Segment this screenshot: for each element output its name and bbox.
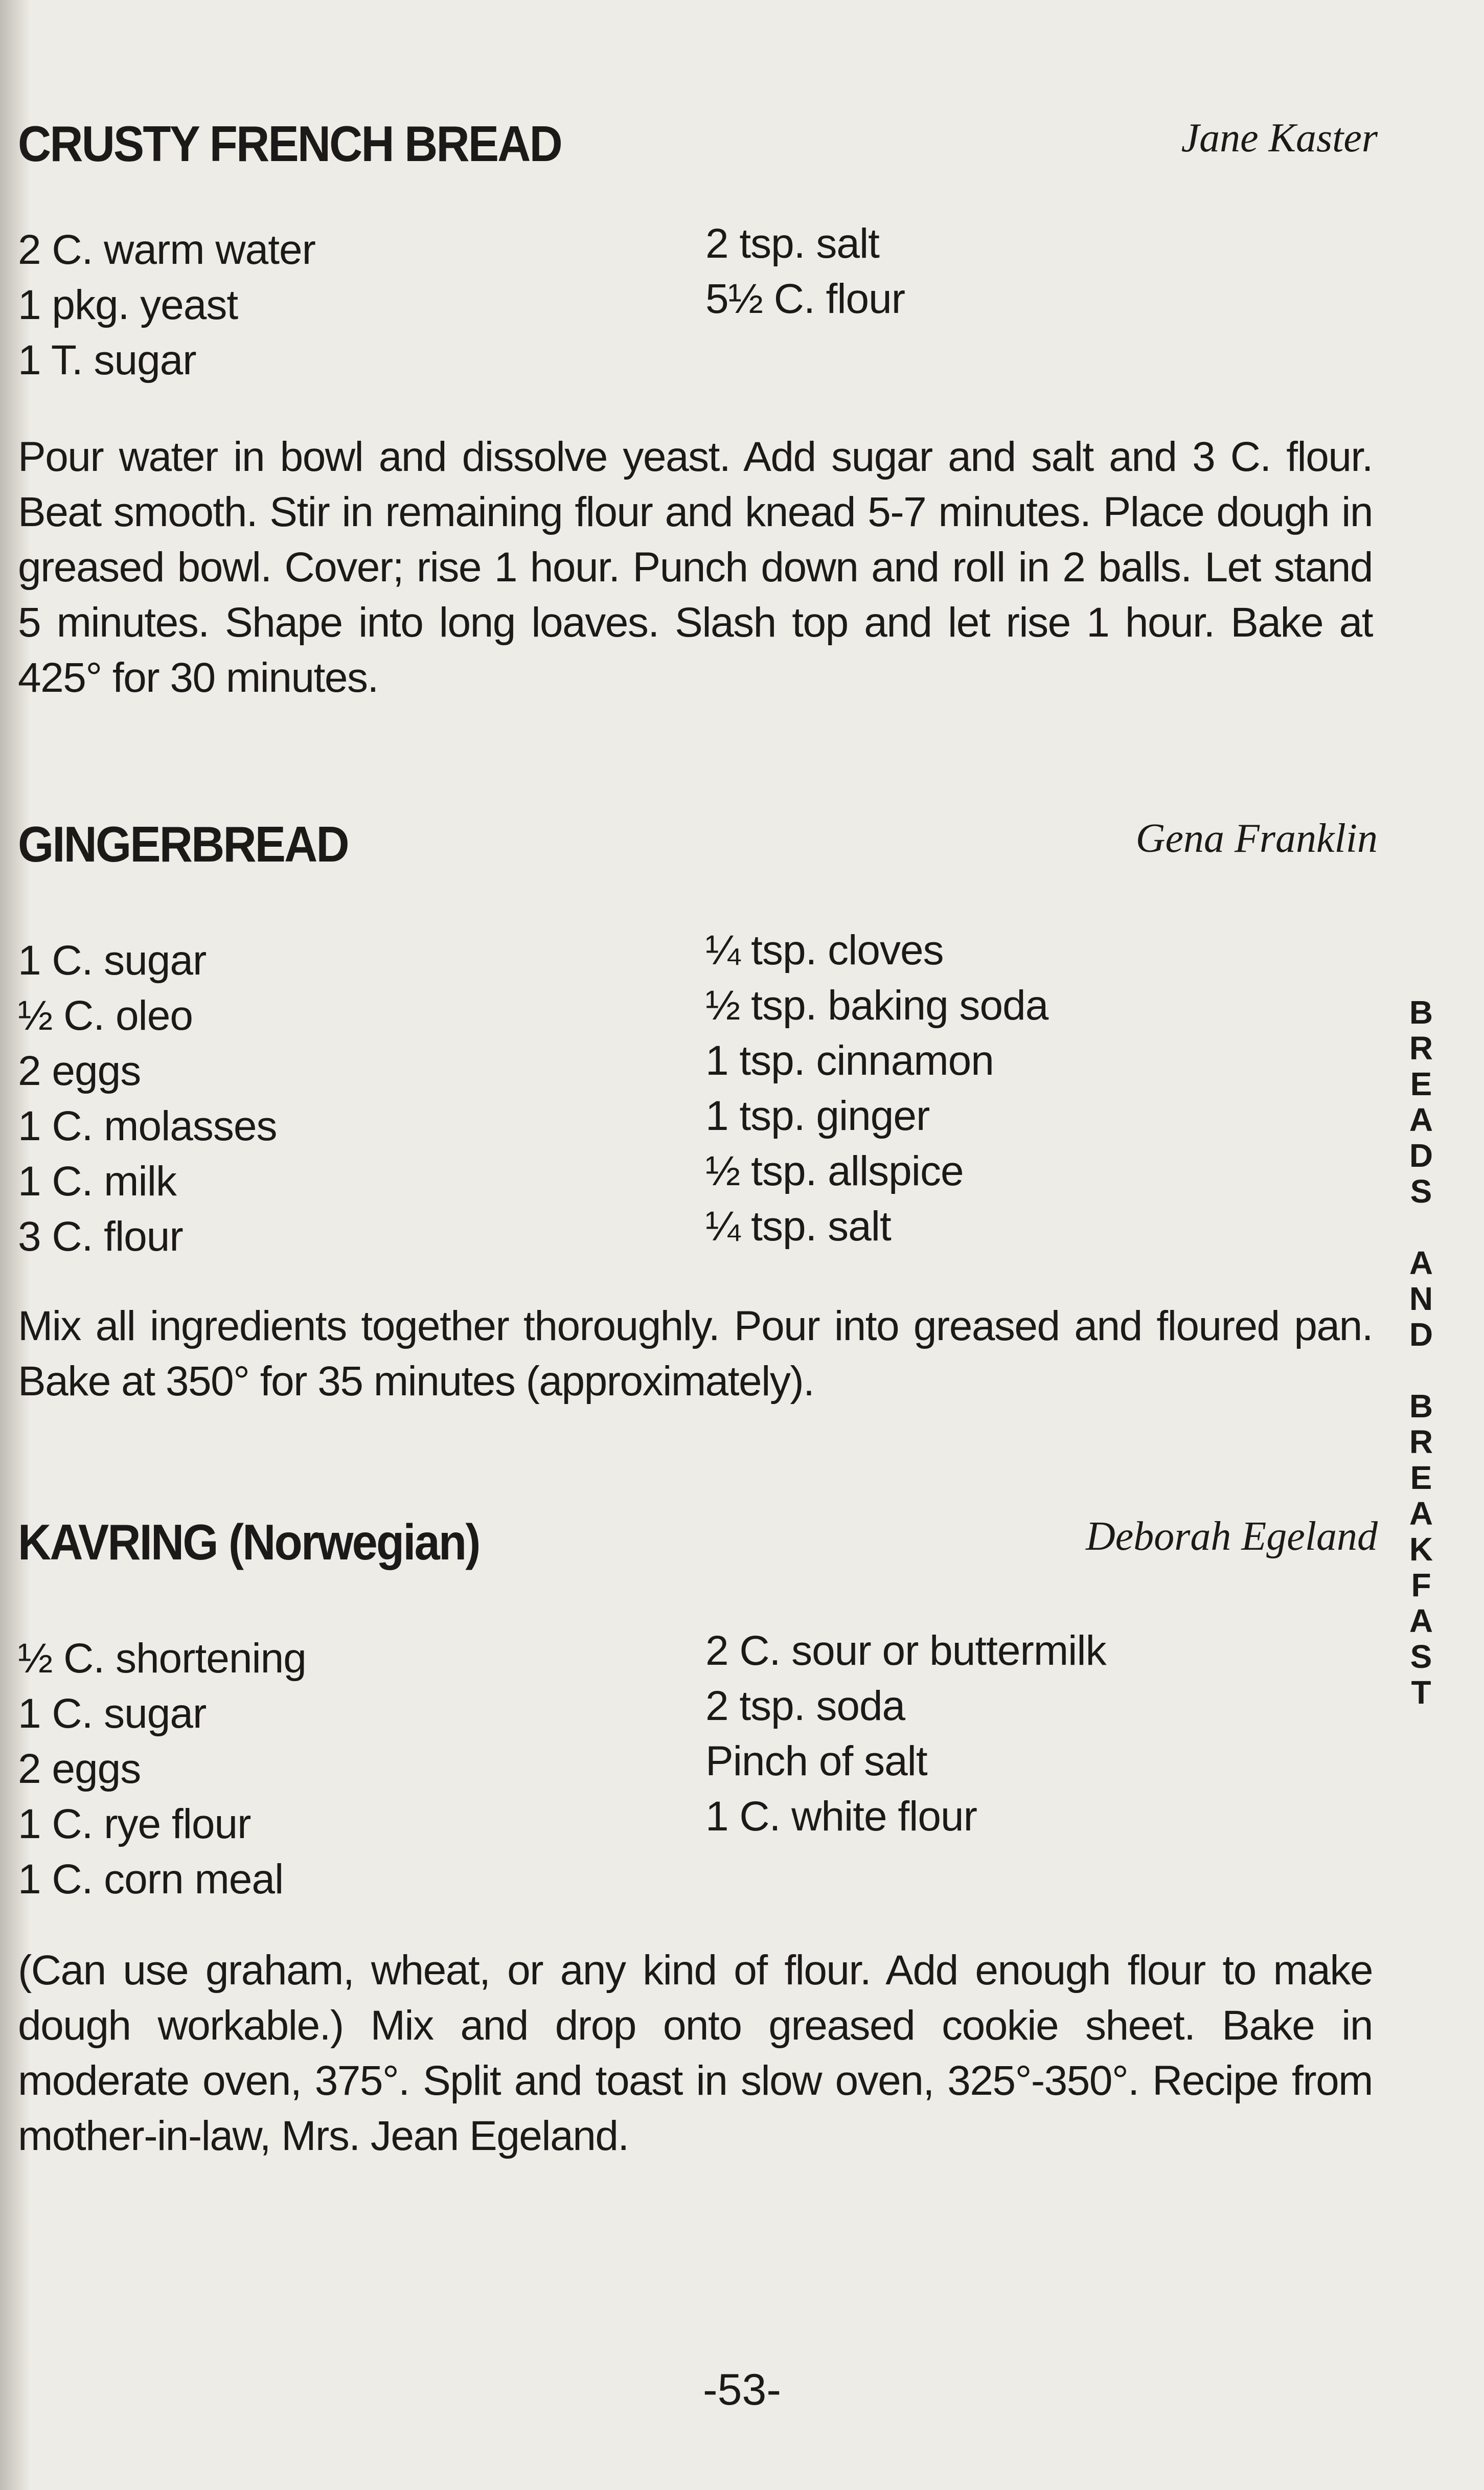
side-tab-letter: R — [1409, 1030, 1433, 1067]
side-tab-letter: A — [1409, 1101, 1433, 1138]
ingredient-item: ¼ tsp. salt — [705, 1203, 891, 1250]
ingredient-item: 1 C. sugar — [18, 1690, 207, 1737]
ingredient-item: 2 C. warm water — [18, 227, 315, 273]
side-tab-letter: A — [1409, 1495, 1433, 1532]
ingredient-item: Pinch of salt — [705, 1738, 927, 1784]
recipe-title: CRUSTY FRENCH BREAD — [18, 116, 561, 172]
side-tab-letter: R — [1409, 1423, 1433, 1460]
ingredient-item: ½ tsp. baking soda — [705, 982, 1048, 1029]
recipe-author: Jane Kaster — [1181, 116, 1378, 161]
side-tab-letter: S — [1410, 1638, 1432, 1675]
ingredient-item: 1 C. white flour — [705, 1793, 977, 1840]
section-side-tab — [1403, 994, 1439, 1710]
ingredient-column-left — [18, 933, 277, 1264]
side-tab-letter: E — [1410, 1459, 1432, 1496]
ingredient-item: 2 eggs — [18, 1048, 141, 1094]
ingredient-item: 3 C. flour — [18, 1213, 183, 1260]
ingredient-item: 1 C. milk — [18, 1158, 176, 1205]
ingredient-item: 1 C. corn meal — [18, 1856, 284, 1903]
ingredient-item: 1 tsp. cinnamon — [705, 1037, 994, 1084]
ingredient-item: ½ C. oleo — [18, 992, 193, 1039]
ingredient-item: 2 tsp. salt — [705, 220, 879, 267]
ingredient-item: ½ C. shortening — [18, 1635, 306, 1682]
recipe-kavring — [18, 1513, 1378, 2159]
side-tab-letter: S — [1410, 1173, 1432, 1210]
side-tab-letter: D — [1409, 1137, 1433, 1174]
recipe-title: GINGERBREAD — [18, 816, 348, 872]
page-number: -53- — [703, 2365, 781, 2414]
recipe-author: Gena Franklin — [1135, 816, 1378, 861]
ingredient-item: 2 tsp. soda — [705, 1683, 905, 1729]
recipe-gingerbread — [18, 816, 1378, 1405]
recipe-header — [18, 115, 1378, 187]
ingredient-item: 1 tsp. ginger — [705, 1093, 930, 1139]
ingredient-item: 1 C. rye flour — [18, 1801, 251, 1847]
side-tab-gap — [1403, 1352, 1439, 1388]
ingredient-column-right — [705, 923, 1048, 1254]
side-tab-letter: A — [1409, 1602, 1433, 1639]
recipe-crusty-french-bread — [18, 115, 1378, 701]
ingredient-column-right — [705, 1623, 1106, 1844]
ingredient-item: 5½ C. flour — [705, 276, 905, 322]
side-tab-letter: T — [1411, 1674, 1431, 1711]
ingredient-item: 1 T. sugar — [18, 337, 196, 383]
ingredient-item: 1 C. sugar — [18, 937, 207, 984]
recipe-title: KAVRING (Norwegian) — [18, 1514, 480, 1570]
side-tab-letter: B — [1409, 994, 1433, 1031]
side-tab-letter: B — [1409, 1388, 1433, 1424]
ingredient-item: 1 C. molasses — [18, 1103, 277, 1149]
ingredient-column-left — [18, 1631, 306, 1907]
ingredient-item: ½ tsp. allspice — [705, 1148, 964, 1194]
side-tab-letter: K — [1409, 1531, 1433, 1568]
recipe-directions: (Can use graham, wheat, or any kind of flour. Add enough flour to make dough workable.) Mix and drop onto greased cookie sheet. Bake in moderate oven, 375°. Split and toast in slow oven, 325°-350°. Recipe from mother-in-law, Mrs. Jean Egeland. — [18, 1947, 1373, 2159]
ingredient-column-left — [18, 222, 315, 388]
side-tab-letter: F — [1411, 1567, 1431, 1603]
side-tab-letter: N — [1409, 1280, 1433, 1317]
ingredient-item: 2 C. sour or buttermilk — [705, 1627, 1106, 1674]
recipe-header — [18, 816, 1378, 887]
ingredient-item: 1 pkg. yeast — [18, 282, 238, 328]
recipe-header — [18, 1513, 1378, 1585]
side-tab-gap — [1403, 1209, 1439, 1245]
recipe-author: Deborah Egeland — [1085, 1514, 1378, 1559]
recipe-directions: Pour water in bowl and dissolve yeast. Add sugar and salt and 3 C. flour. Beat smooth. Stir in remaining flour and knead 5-7 minutes. Place dough in greased bowl. Cover; rise 1 hour. Punch down and roll in 2 balls. Let stand 5 minutes. Shape into long loaves. Slash top and let rise 1 hour. Bake at 425° for 30 minutes. — [18, 434, 1373, 701]
ingredient-item: ¼ tsp. cloves — [705, 927, 944, 974]
side-tab-letter: A — [1409, 1244, 1433, 1281]
recipe-directions: Mix all ingredients together thoroughly. Pour into greased and floured pan. Bake at 350° for 35 minutes (approximately). — [18, 1303, 1373, 1405]
side-tab-letter: D — [1409, 1316, 1433, 1353]
side-tab-letter: E — [1410, 1066, 1432, 1102]
ingredient-column-right — [705, 216, 905, 327]
ingredient-item: 2 eggs — [18, 1746, 141, 1792]
